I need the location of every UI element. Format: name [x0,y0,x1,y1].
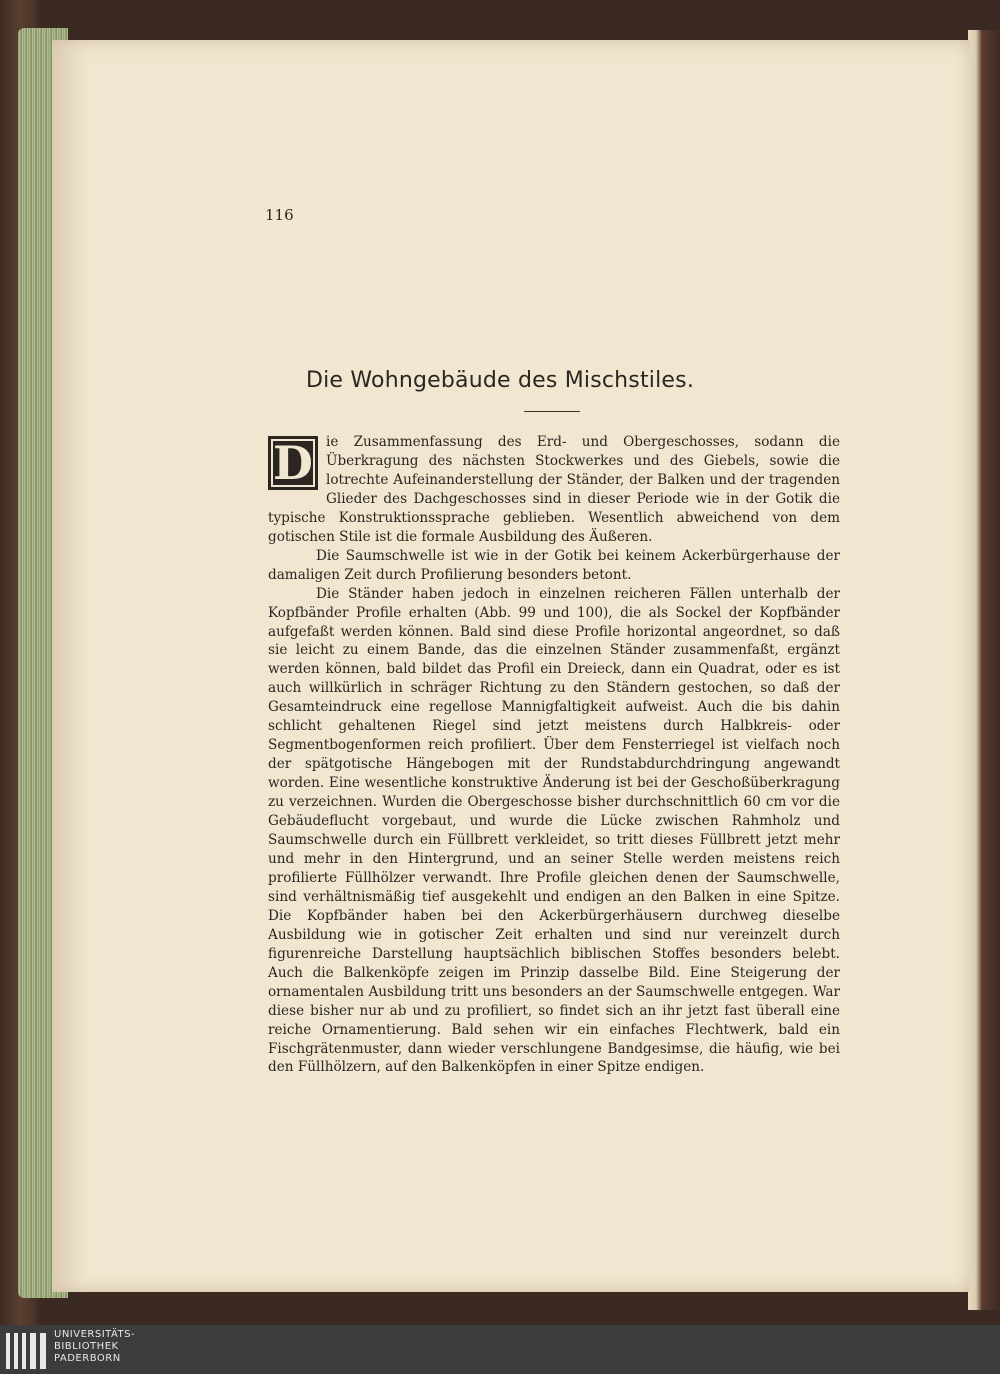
paragraph-2: Die Saumschwelle ist wie in der Gotik bei keinem Ackerbürgerhause der damaligen Zeit durch Profilierung besonders betont. [268,547,840,583]
footer-bar [0,1325,1000,1374]
library-name-line-3: PADERBORN [54,1353,121,1364]
library-logo-icon [6,1333,48,1369]
paragraph-3: Die Ständer haben jedoch in einzelnen reicheren Fällen unterhalb der Kopfbänder Profile erhalten (Abb. 99 und 100), die als Sockel der Kopfbänder aufgefaßt werden können. Bald sind diese Profile horizontal angeordnet, so daß sie leicht zu einem Bande, das die einzelnen Ständer zusammenfaßt, ergänzt werden können, bald bildet das Profil ein Dreieck, dann ein Quadrat, oder es ist auch willkürlich in schräger Richtung zu den Ständern gestochen, so daß der Gesamteindruck eine regellose Mannigfaltigkeit aufweist. Auch die bis dahin schlicht gehaltenen Riegel sind jetzt meistens durch Halbkreis- oder Segmentbogenformen reich profiliert. Über dem Fensterriegel ist vielfach noch der spätgotische Hängebogen mit der Rundstabdurchdringung angewandt worden. Eine wesentliche konstruktive Änderung ist bei der Geschoßüberkragung zu verzeichnen. Wurden die Obergeschosse bisher durchschnittlich 60 cm vor die Gebäudeflucht vorgebaut, und wurde die Lücke zwischen Rahmholz und Saumschwelle durch ein Füllbrett verkleidet, so tritt dieses Füllbrett jetzt mehr und mehr in den Hintergrund, und an seiner Stelle werden meistens reich profilierte Füllhölzer verwandt. Ihre Profile gleichen denen der Saumschwelle, sind verhältnismäßig tief ausgekehlt und endigen an den Balken in eine Spitze. Die Kopfbänder haben bei den Ackerbürgerhäusern durchweg dieselbe Ausbildung wie in gotischer Zeit erhalten und sind nur vereinzelt durch figurenreiche Darstellung hauptsächlich biblischen Stoffes besonders belebt. Auch die Balkenköpfe zeigen im Prinzip dasselbe Bild. Eine Steigerung der ornamentalen Ausbildung tritt uns besonders an der Saumschwelle entgegen. War diese bisher nur ab und zu profiliert, so findet sich an ihr jetzt fast überall eine reiche Ornamentierung. Bald sehen wir ein einfaches Flechtwerk, bald ein Fischgrätenmuster, dann wieder verschlungene Bandgesimse, die häufig, wie bei den Füllhölzern, auf den Balkenköpfen in einer Spitze endigen. [268,585,840,1076]
page-number: 116 [265,206,294,224]
library-name-line-2: BIBLIOTHEK [54,1341,119,1352]
title-divider [524,411,580,412]
initial-letter: D [273,436,313,490]
book-cover-edge [968,30,1000,1310]
paragraph-1-text: ie Zusammenfassung des Erd- und Obergeschosses, sodann die Überkragung des nächsten Stockwerkes und des Giebels, sowie die lotrechte Aufeinanderstellung der Ständer, der Balken und der tragenden Glieder des Dachgeschosses sind in dieser Periode wie in der Gotik die typische Konstruktionssprache geblieben. Wesentlich abweichend von dem gotischen Stile ist die formale Ausbildung des Äußeren. [268,434,840,545]
paragraph-1 [268,433,840,547]
decorated-initial [268,436,318,490]
chapter-title: Die Wohngebäude des Mischstiles. [305,368,695,393]
body-text [268,433,840,1077]
library-name-line-1: UNIVERSITÄTS- [54,1329,136,1340]
